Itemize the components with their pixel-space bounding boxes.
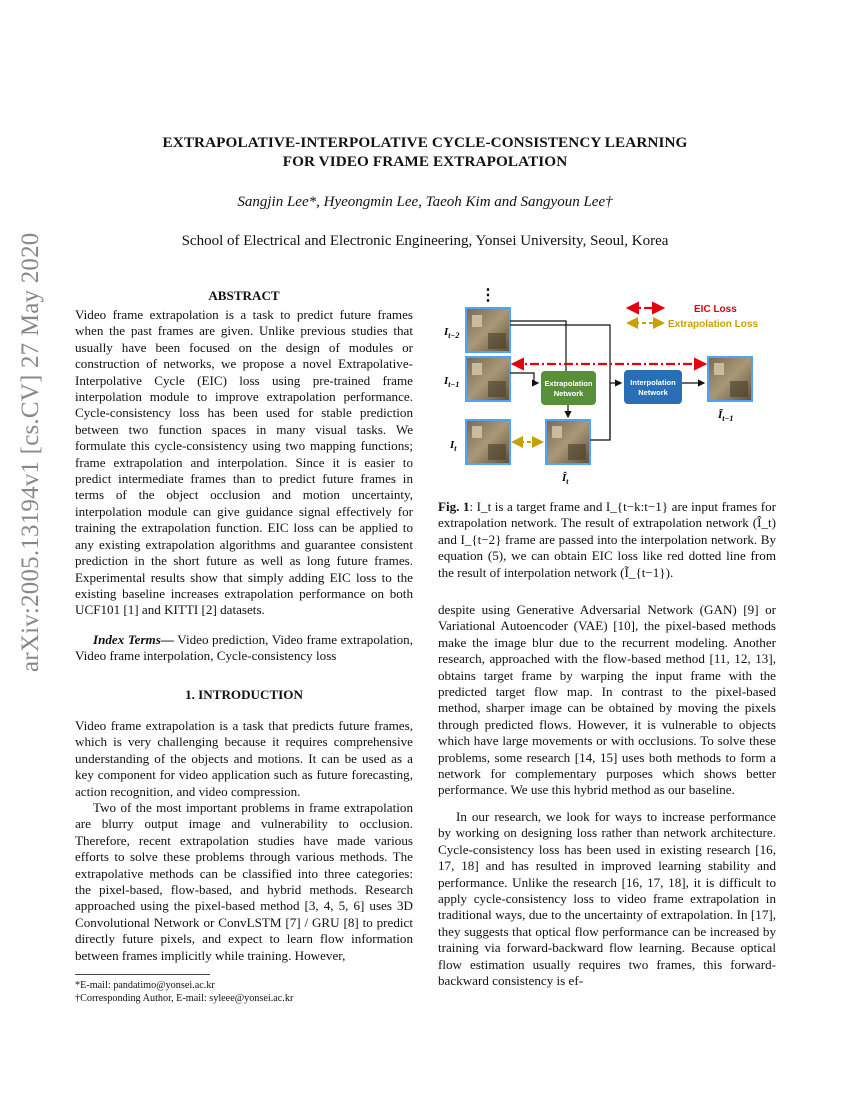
figure-1-caption (438, 499, 776, 581)
frame-t-minus-1 (466, 357, 510, 401)
figure-1-diagram (438, 285, 776, 490)
arrow-tm2-to-extrap (510, 321, 566, 378)
index-terms-label: Index Terms— (93, 632, 174, 647)
introduction-body (75, 718, 413, 964)
label-frame-t-minus-1-tilde: $Ĩ_{t-1}$ (718, 409, 734, 423)
caption-text: : I_t is a target frame and I_{t−k:t−1} are input frames for extrapolation network. The result of extrapolation network (Î_t) and I_{t−2} frame are passed into the interpolation network. By equation (5), we can obtain EIC loss like red dotted line from the result of interpolation network (Ĩ_{t−1}). (438, 499, 776, 580)
interpolation-network-label-2: Network (638, 388, 668, 397)
footnote-1: *E-mail: pandatimo@yonsei.ac.kr (75, 980, 215, 991)
affiliation: School of Electrical and Electronic Engineering, Yonsei University, Seoul, Korea (181, 233, 669, 249)
extrapolation-network-label-1: Extrapolation (544, 379, 593, 388)
label-frame-t: $I_t$ (450, 439, 457, 453)
label-frame-t-hat: $Î_t$ (562, 472, 569, 486)
paper-title (0, 133, 850, 171)
title-line-2: FOR VIDEO FRAME EXTRAPOLATION (282, 153, 568, 170)
label-frame-t-minus-1: $I_{t-1}$ (444, 375, 460, 389)
authors: Sangjin Lee*, Hyeongmin Lee, Taeoh Kim and Sangyoun Lee† (237, 194, 613, 210)
index-terms (75, 632, 413, 665)
introduction-heading: 1. INTRODUCTION (185, 687, 303, 702)
intro-paragraph-2: Two of the most important problems in frame extrapolation are blurry output image and vulnerability to occlusion. Therefore, recent extrapolation studies have made various efforts to solve these problems through various methods. The extrapolative methods can be classified into three categories: the pixel-based, flow-based, and hybrid methods. Research approached using the pixel-based method [3, 4, 5, 6] uses 3D Convolutional Network or ConvLSTM [7] / GRU [8] to predict directly future pixels, and expect to learn flow information between frames implicitly while training. However, (75, 800, 413, 963)
title-line-1: EXTRAPOLATIVE-INTERPOLATIVE CYCLE-CONSISTENCY LEARNING (162, 134, 688, 151)
extrapolation-network-label-2: Network (553, 389, 584, 398)
frame-t-minus-2 (466, 308, 510, 352)
figure-1 (438, 285, 776, 495)
intro-paragraph-1: Video frame extrapolation is a task that predicts future frames, which is very challenging because it requires comprehensive understanding of the objects and motions. It can be used as a key component for video application such as future forecasting, action recognition, and video compression. (75, 718, 413, 799)
interpolation-network-box (624, 370, 682, 404)
arxiv-identifier: arXiv:2005.13194v1 [cs.CV] 27 May 2020 (17, 232, 44, 672)
legend-extrap-label: Extrapolation Loss (668, 319, 759, 330)
right-column-body (438, 602, 776, 989)
index-terms-text: Video prediction, Video frame extrapolation, Video frame interpolation, Cycle-consistency loss (75, 632, 413, 664)
caption-label: Fig. 1 (438, 499, 470, 514)
footnote-2: †Corresponding Author, E-mail: syleee@yonsei.ac.kr (75, 993, 294, 1004)
legend-eic-label: EIC Loss (694, 304, 737, 315)
label-frame-t-minus-2: $I_{t-2}$ (444, 326, 460, 340)
footnote-rule (75, 974, 210, 975)
right-paragraph-1: despite using Generative Adversarial Network (GAN) [9] or Variational Autoencoder (VAE) [10], the pixel-based methods make the image blur due to the recurrent modeling. Another research, approached with the flow-based method [11, 12, 13], obtains target frame by warping the input frame with the predicted target flow map. In contrast to the pixel-based method, sharper image can be obtained by moving the pixels through predicted flows. However, it is vulnerable to objects which have large movements or with occlusions. To solve these problems, some research [14, 15] uses both methods to form a network for complementary purposes which shows better performance. We use this hybrid method as our baseline. (438, 602, 776, 798)
ellipsis-icon: ⋮ (480, 287, 496, 304)
right-paragraph-2: In our research, we look for ways to increase performance by working on designing loss rather than network architecture. Cycle-consistency loss has been used in existing research [16, 17, 18] and has resulted in improved learning stability and performance. Unlike the research [16, 17, 18], it is difficult to apply cycle-consistency loss to video frame extrapolation in traditional ways, due to the uncertainty of extrapolation. In [17], they suggests that optical flow performance can be increased by training via forward-backward flow learning. Because optical flow estimation usually requires two frames, this forward-backward consistency is ef- (438, 808, 776, 988)
interpolation-network-label-1: Interpolation (630, 378, 676, 387)
arrow-tm1-to-extrap (510, 373, 538, 383)
frame-t (466, 420, 510, 464)
extrapolation-network-box (541, 371, 596, 405)
abstract-body (75, 307, 413, 619)
frame-t-hat (546, 420, 590, 464)
abstract-text: Video frame extrapolation is a task to predict future frames when the past frames are given. Unlike previous studies that usually have been focused on the design of modules or construction of networks, we propose a novel Extrapolative-Interpolative Cycle (EIC) loss using pre-trained frame interpolation module to improve extrapolation performance. Cycle-consistency loss has been used for stable prediction between two function spaces in many visual tasks. We formulate this cycle-consistency using two mapping functions; frame extrapolation and interpolation. Since it is easier to predict intermediate frames than to predict future frames in terms of the object occlusion and motion uncertainty, interpolation module can give guidance signal effectively for training the extrapolation function. EIC loss can be applied to any existing extrapolation algorithms and guarantee consistent prediction in the short future as well as long future frames. Experimental results show that simply adding EIC loss to the existing baseline increases extrapolation performance on both UCF101 [1] and KITTI [2] datasets. (75, 307, 413, 618)
legend (628, 304, 758, 330)
abstract-heading: ABSTRACT (208, 288, 280, 303)
frame-t-minus-1-tilde (708, 357, 752, 401)
